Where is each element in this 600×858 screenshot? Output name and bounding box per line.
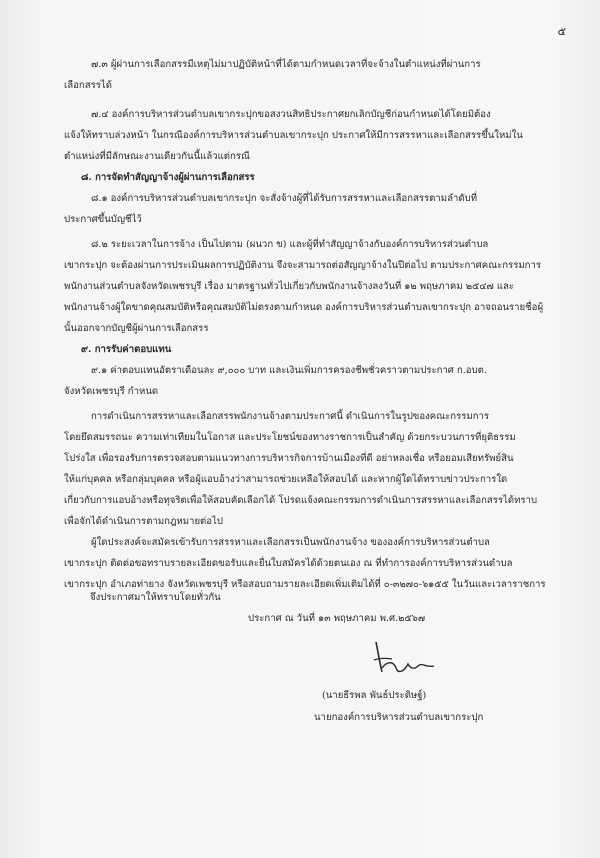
para-8-1-line2: ประกาศขึ้นบัญชีไว้ (64, 214, 142, 225)
para-11-line3: เขากระปุก อำเภอท่ายาง จังหวัดเพชรบุรี หรือสอบถามรายละเอียดเพิ่มเติมได้ที่ ๐-๓๒๗๐-๖๑๕๕ ในวันและเวลาราชการ (64, 579, 546, 590)
heading-section-8: ๘. การจัดทำสัญญาจ้างผู้ผ่านการเลือกสรร (81, 172, 255, 183)
document-body (64, 54, 584, 595)
para-8-2-line2: เขากระปุก จะต้องผ่านการประเมินผลการปฏิบัติงาน จึงจะสามารถต่อสัญญาจ้างในปีต่อไป ตามประกาศคณะกรรมการ (64, 260, 542, 271)
para-10-line3: โปร่งใส เพื่อรองรับการตรวจสอบตามแนวทางการบริหารกิจการบ้านเมืองที่ดี อย่าหลงเชื่อ หรือยอมเสียทรัพย์สิน (64, 453, 514, 464)
signature-image (370, 638, 440, 682)
signer-title: นายกองค์การบริหารส่วนตำบลเขากระปุก (314, 712, 484, 723)
para-8-2-line5: นั้นออกจากบัญชีผู้ผ่านการเลือกสรร (64, 323, 209, 334)
para-8-2-line4: พนักงานจ้างผู้ใดขาดคุณสมบัติหรือคุณสมบัติไม่ตรงตามกำหนด องค์การบริหารส่วนตำบลเขากระปุก อาจถอนรายชื่อผู้ (64, 302, 544, 313)
para-9-1-line2: จังหวัดเพชรบุรี กำหนด (64, 386, 159, 397)
handwritten-signature-icon (370, 638, 440, 678)
para-9-1-line1: ๙.๑ ค่าตอบแทนอัตราเดือนละ ๙,๐๐๐ บาท และเงินเพิ่มการครองชีพชั่วคราวตามประกาศ ก.อบต. (91, 365, 487, 376)
para-8-2-line3: พนักงานส่วนตำบลจังหวัดเพชรบุรี เรื่อง มาตรฐานทั่วไปเกี่ยวกับพนักงานจ้างลงวันที่ ๑๒ พฤษภาคม ๒๕๔๗ และ (64, 281, 515, 292)
para-11-line1: ผู้ใดประสงค์จะสมัครเข้ารับการสรรหาและเลือกสรรเป็นพนักงานจ้าง ขององค์การบริหารส่วนตำบล (91, 537, 490, 548)
signer-name: (นายธีรพล พันธ์ประดิษฐ์) (322, 690, 427, 701)
para-7-3-line1: ๗.๓ ผู้ผ่านการเลือกสรรมีเหตุไม่มาปฏิบัติหน้าที่ได้ตามกำหนดเวลาที่จะจ้างในตำแหน่งที่ผ่านการ (91, 59, 481, 70)
announce-date-text: ประกาศ ณ วันที่ ๑๓ พฤษภาคม พ.ศ.๒๕๖๗ (248, 613, 426, 624)
para-10-line6: เพื่อจักได้ดำเนินการตามกฎหมายต่อไป (64, 516, 223, 527)
para-7-4-line3: ตำแหน่งที่มีลักษณะงานเดียวกันนี้แล้วแต่กรณี (64, 151, 250, 162)
page-number: ๕ (557, 25, 566, 38)
para-10-line4: ให้แก่บุคคล หรือกลุ่มบุคคล หรือผู้แอบอ้างว่าสามารถช่วยเหลือให้สอบได้ และหากผู้ใดได้ทราบข่าวประการใด (64, 474, 508, 485)
para-11-line2: เขากระปุก ติดต่อขอทราบรายละเอียดขอรับและยื่นใบสมัครได้ด้วยตนเอง ณ ที่ทำการองค์การบริหารส่วนตำบล (64, 558, 513, 569)
para-10-line2: โดยยึดสมรรถนะ ความเท่าเทียมในโอกาส และประโยชน์ของทางราชการเป็นสำคัญ ด้วยกระบวนการที่ยุติธรรม (64, 432, 516, 443)
para-10-line1: การดำเนินการสรรหาและเลือกสรรพนักงานจ้างตามประกาศนี้ ดำเนินการในรูปของคณะกรรมการ (91, 411, 490, 422)
para-7-4-line2: แจ้งให้ทราบล่วงหน้า ในกรณีองค์การบริหารส่วนตำบลเขากระปุก ประกาศให้มีการสรรหาและเลือกสรรขึ้นใหม่ใน (64, 130, 523, 141)
heading-section-9: ๙. การรับค่าตอบแทน (81, 344, 172, 355)
announce-date (248, 611, 425, 626)
para-8-1-line1: ๘.๑ องค์การบริหารส่วนตำบลเขากระปุก จะสั่งจ้างผู้ที่ได้รับการสรรหาและเลือกสรรตามลำดับที่ (91, 193, 478, 204)
para-10-line5: เกี่ยวกับการแอบอ้างหรือทุจริตเพื่อให้สอบคัดเลือกได้ โปรดแจ้งคณะกรรมการดำเนินการสรรหาและเลือกสรรได้ทราบ (64, 495, 538, 506)
para-7-3-line2: เลือกสรรได้ (64, 80, 112, 91)
closing-line: จึงประกาศมาให้ทราบโดยทั่วกัน (90, 592, 221, 603)
para-8-2-line1: ๘.๒ ระยะเวลาในการจ้าง เป็นไปตาม (ผนวก ข) และผู้ที่ทำสัญญาจ้างกับองค์การบริหารส่วนตำบล (91, 239, 489, 250)
para-7-4-line1: ๗.๔ องค์การบริหารส่วนตำบลเขากระปุกขอสงวนสิทธิประกาศยกเลิกบัญชีก่อนกำหนดได้โดยมิต้อง (91, 109, 491, 120)
